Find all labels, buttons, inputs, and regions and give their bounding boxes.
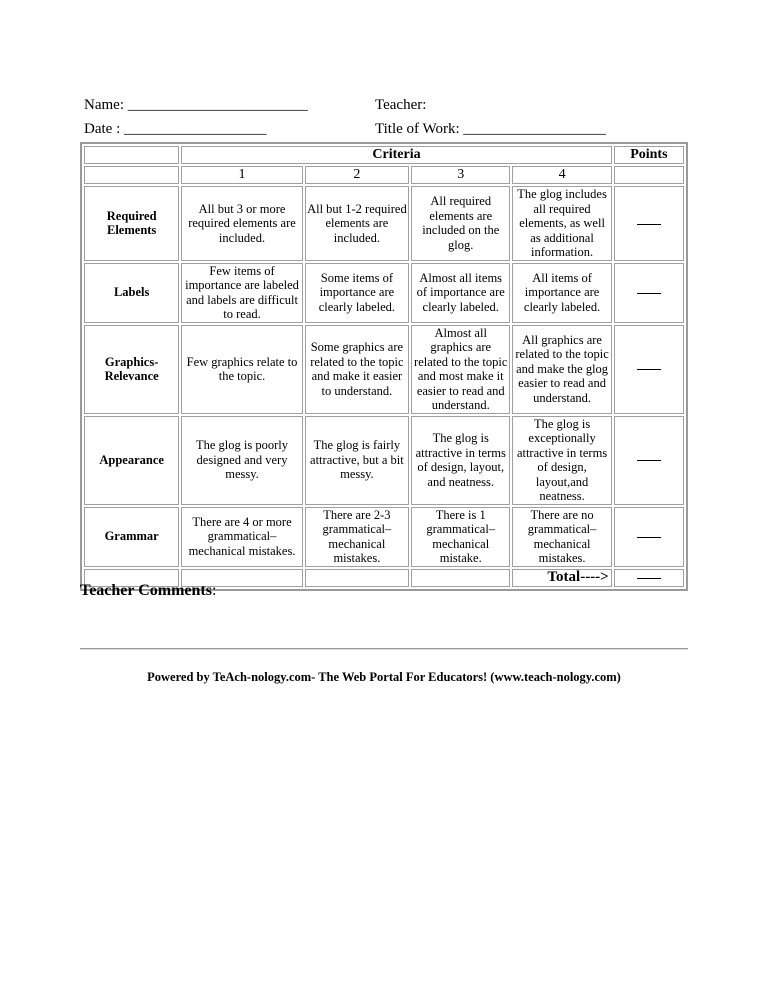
criteria-cell: All required elements are included on the glog. — [411, 186, 510, 261]
points-header: Points — [614, 146, 684, 164]
total-label: Total----> — [512, 569, 611, 587]
category-label: Labels — [84, 263, 179, 323]
points-cell — [614, 325, 684, 414]
divider — [80, 648, 688, 650]
table-header-row — [84, 146, 684, 164]
criteria-cell: Almost all graphics are related to the topic and most make it easier to read and understand. — [411, 325, 510, 414]
date-field-label: Date : ___________________ — [84, 121, 267, 137]
levels-row — [84, 166, 684, 184]
total-blank — [637, 578, 661, 579]
blank-cell — [84, 146, 179, 164]
category-label: Required Elements — [84, 186, 179, 261]
criteria-header: Criteria — [181, 146, 611, 164]
criteria-cell: The glog is fairly attractive, but a bit messy. — [305, 416, 409, 505]
criteria-cell: The glog is exceptionally attractive in terms of design, layout,and neatness. — [512, 416, 611, 505]
criteria-cell: Almost all items of importance are clearly labeled. — [411, 263, 510, 323]
category-label: Graphics-Relevance — [84, 325, 179, 414]
criteria-cell: There are 2-3 grammatical–mechanical mistakes. — [305, 507, 409, 567]
teacher-comments-colon: : — [211, 582, 217, 599]
criteria-cell: All items of importance are clearly labeled. — [512, 263, 611, 323]
criteria-cell: There is 1 grammatical–mechanical mistake. — [411, 507, 510, 567]
criteria-cell: The glog is attractive in terms of design, layout, and neatness. — [411, 416, 510, 505]
level-header: 1 — [181, 166, 302, 184]
rubric-table — [80, 142, 688, 591]
criteria-cell: All but 1-2 required elements are included. — [305, 186, 409, 261]
table-row — [84, 263, 684, 323]
level-header: 2 — [305, 166, 409, 184]
criteria-cell: Some items of importance are clearly labeled. — [305, 263, 409, 323]
criteria-cell: The glog includes all required elements, as well as additional information. — [512, 186, 611, 261]
blank-cell — [84, 166, 179, 184]
footer-text: Powered by TeAch-nology.com- The Web Portal For Educators! (www.teach-nology.com) — [147, 670, 621, 684]
points-blank — [637, 460, 661, 461]
points-cell — [614, 186, 684, 261]
teacher-comments-label: Teacher Comments — [80, 582, 212, 599]
criteria-cell: The glog is poorly designed and very messy. — [181, 416, 302, 505]
blank-cell — [614, 166, 684, 184]
total-points-cell — [614, 569, 684, 587]
criteria-cell: Few graphics relate to the topic. — [181, 325, 302, 414]
criteria-cell: There are no grammatical–mechanical mistakes. — [512, 507, 611, 567]
criteria-cell: All but 3 or more required elements are included. — [181, 186, 302, 261]
level-header: 3 — [411, 166, 510, 184]
table-row — [84, 416, 684, 505]
blank-cell — [305, 569, 409, 587]
points-cell — [614, 416, 684, 505]
name-field-label: Name: ________________________ — [84, 97, 308, 113]
points-cell — [614, 263, 684, 323]
criteria-cell: There are 4 or more grammatical–mechanical mistakes. — [181, 507, 302, 567]
title-of-work-field-label: Title of Work: ___________________ — [375, 121, 606, 137]
points-cell — [614, 507, 684, 567]
table-row — [84, 186, 684, 261]
criteria-cell: Some graphics are related to the topic and make it easier to understand. — [305, 325, 409, 414]
level-header: 4 — [512, 166, 611, 184]
category-label: Grammar — [84, 507, 179, 567]
criteria-cell: All graphics are related to the topic and make the glog easier to read and understand. — [512, 325, 611, 414]
teacher-comments — [80, 582, 216, 600]
category-label: Appearance — [84, 416, 179, 505]
teacher-field-label: Teacher: — [375, 97, 427, 113]
points-blank — [637, 537, 661, 538]
points-blank — [637, 224, 661, 225]
criteria-cell: Few items of importance are labeled and labels are difficult to read. — [181, 263, 302, 323]
table-row — [84, 325, 684, 414]
blank-cell — [411, 569, 510, 587]
table-row — [84, 507, 684, 567]
points-blank — [637, 369, 661, 370]
points-blank — [637, 293, 661, 294]
